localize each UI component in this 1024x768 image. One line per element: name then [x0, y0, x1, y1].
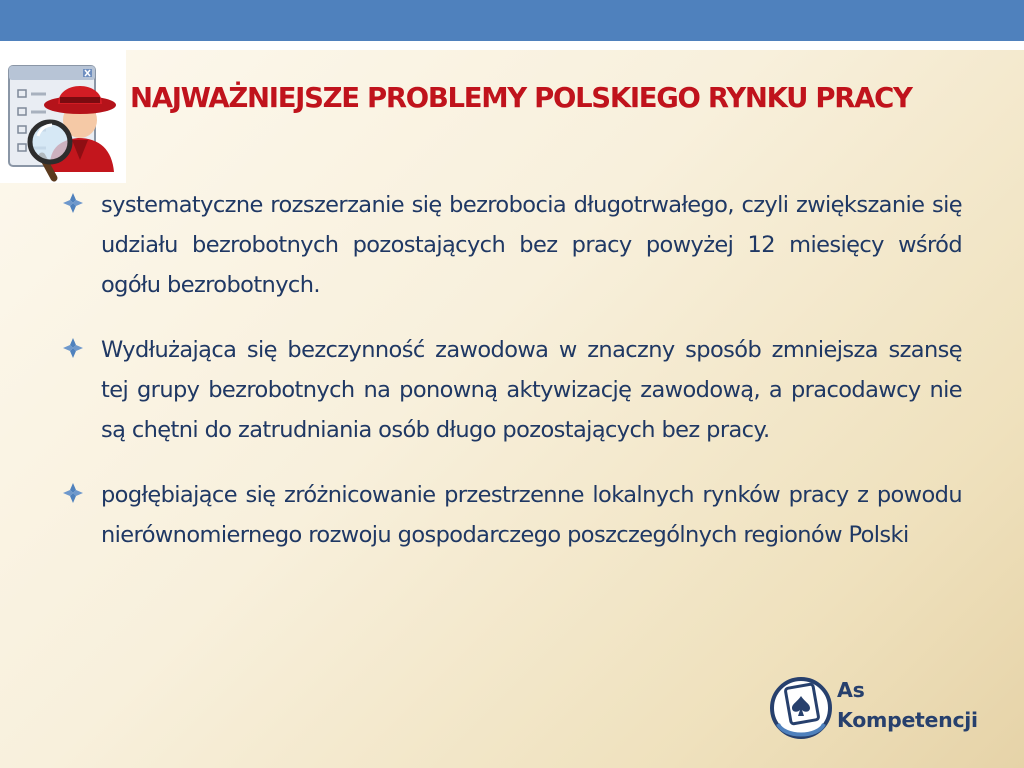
diamond-bullet-icon	[62, 192, 84, 214]
spade-circle-logo-icon	[770, 672, 832, 742]
logo-text-line1: As	[837, 678, 865, 702]
logo-text-line2: Kompetencji	[837, 708, 978, 732]
bullet-text: Wydłużająca się bezczynność zawodowa w znaczny sposób zmniejsza szansę tej grupy bezrobotnych na ponowną aktywizację zawodową, a pracodawcy nie są chętni do zatrudniania osób długo pozostających bez pracy.	[101, 337, 962, 443]
bullet-text: systematyczne rozszerzanie się bezrobocia długotrwałego, czyli zwiększanie się udziału bezrobotnych pozostających bez pracy powyżej 12 miesięcy wśród ogółu bezrobotnych.	[101, 192, 962, 298]
list-item	[62, 330, 962, 450]
top-divider	[0, 41, 1024, 50]
top-bar	[0, 0, 1024, 41]
list-item	[62, 185, 962, 305]
bullet-list	[62, 185, 962, 580]
bullet-text: pogłębiające się zróżnicowanie przestrzenne lokalnych rynków pracy z powodu nierównomiernego rozwoju gospodarczego poszczególnych regionów Polski	[101, 482, 962, 548]
list-item	[62, 475, 962, 555]
diamond-bullet-icon	[62, 482, 84, 504]
detective-magnifier-icon	[0, 50, 126, 183]
diamond-bullet-icon	[62, 337, 84, 359]
as-kompetencji-logo	[770, 672, 1000, 744]
slide-title: NAJWAŻNIEJSZE PROBLEMY POLSKIEGO RYNKU PRACY	[130, 82, 912, 114]
